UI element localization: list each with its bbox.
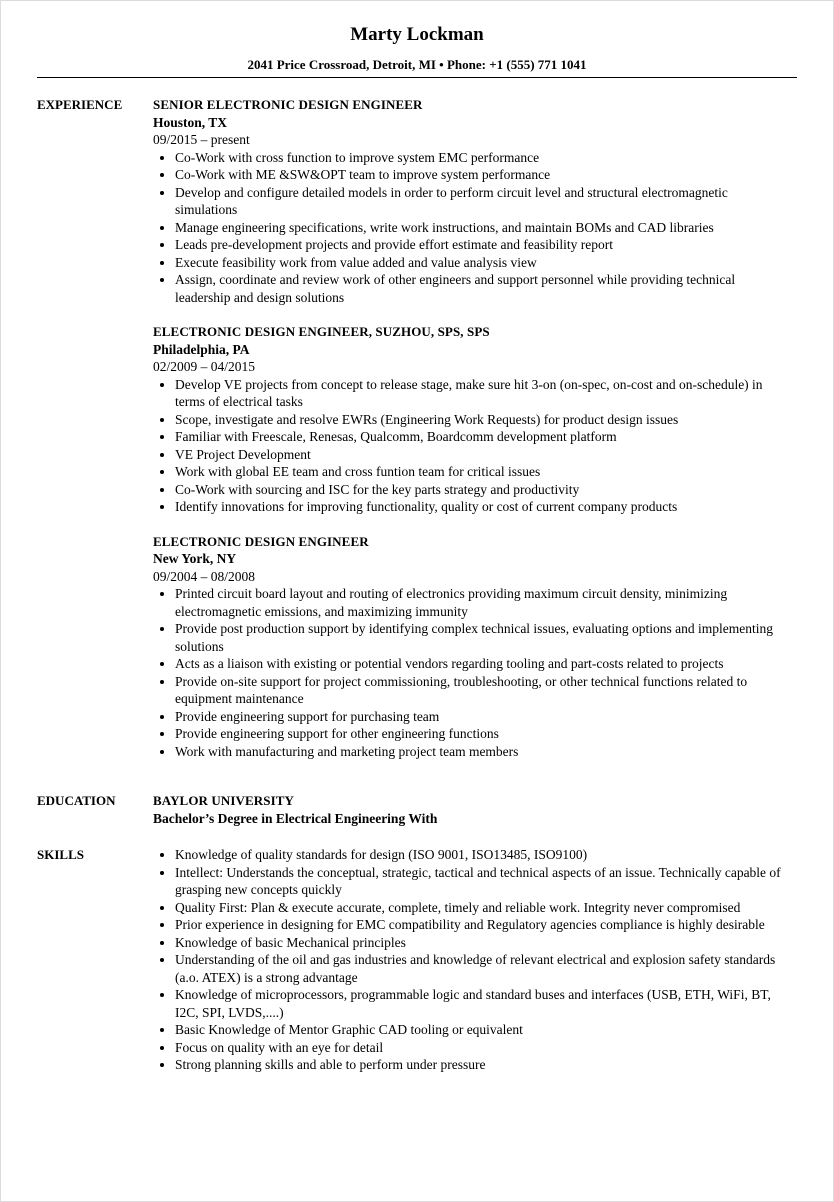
skills-list [153, 846, 793, 1074]
section-label-education: EDUCATION [37, 793, 116, 808]
bullet-item: • Co-Work with ME &SW&OPT team to improve system performance [175, 166, 793, 184]
job-entry [153, 323, 793, 516]
job-bullets [153, 149, 793, 307]
bullet-item: • Provide engineering support for purchasing team [175, 708, 793, 726]
job-dates: 09/2004 – 08/2008 [153, 568, 256, 584]
skill-item: • Quality First: Plan & execute accurate, complete, timely and reliable work. Integrity never compromised [175, 899, 793, 917]
bullet-item: • VE Project Development [175, 446, 793, 464]
experience-content [153, 96, 793, 777]
skill-item: • Focus on quality with an eye for detail [175, 1039, 793, 1057]
bullet-item: • Co-Work with cross function to improve system EMC performance [175, 149, 793, 167]
bullet-item: • Manage engineering specifications, write work instructions, and maintain BOMs and CAD libraries [175, 219, 793, 237]
skill-item: • Intellect: Understands the conceptual, strategic, tactical and technical aspects of an issue. Technically capable of grasping new concepts quickly [175, 864, 793, 899]
header-divider [37, 77, 797, 78]
section-label-experience: EXPERIENCE [37, 97, 123, 112]
job-location: New York, NY [153, 551, 237, 566]
job-dates: 02/2009 – 04/2015 [153, 359, 256, 374]
school-name: BAYLOR UNIVERSITY [153, 793, 295, 808]
candidate-name: Marty Lockman [350, 24, 484, 45]
skill-item: • Understanding of the oil and gas industries and knowledge of relevant electrical and explosion safety standards (a.o. ATEX) is a strong advantage [175, 951, 793, 986]
skill-item: • Knowledge of microprocessors, programmable logic and standard buses and interfaces (USB, ETH, WiFi, BT, I2C, SPI, LVDS,....) [175, 986, 793, 1021]
bullet-item: • Assign, coordinate and review work of other engineers and support personnel while providing technical leadership and design solutions [175, 271, 793, 306]
bullet-item: • Scope, investigate and resolve EWRs (Engineering Work Requests) for product design issues [175, 411, 793, 429]
skill-item: • Knowledge of quality standards for design (ISO 9001, ISO13485, ISO9100) [175, 846, 793, 864]
job-bullets [153, 585, 793, 760]
job-bullets [153, 376, 793, 516]
skills-content [153, 846, 793, 1074]
bullet-item: • Printed circuit board layout and routing of electronics providing maximum circuit density, minimizing electromagnetic emissions, and maximizing immunity [175, 585, 793, 620]
job-title: ELECTRONIC DESIGN ENGINEER, SUZHOU, SPS, SPS [153, 324, 490, 339]
job-location: Philadelphia, PA [153, 341, 250, 357]
bullet-item: • Provide post production support by identifying complex technical issues, evaluating options and implementing solutions [175, 620, 793, 655]
bullet-item: • Work with global EE team and cross funtion team for critical issues [175, 463, 793, 481]
bullet-item: • Provide engineering support for other engineering functions [175, 725, 793, 743]
job-title: SENIOR ELECTRONIC DESIGN ENGINEER [153, 97, 423, 112]
skill-item: • Prior experience in designing for EMC compatibility and Regulatory agencies compliance is highly desirable [175, 916, 793, 934]
job-entry [153, 533, 793, 761]
bullet-item: • Provide on-site support for project commissioning, troubleshooting, or other technical functions related to equipment maintenance [175, 673, 793, 708]
bullet-item: • Develop VE projects from concept to release stage, make sure hit 3-on (on-spec, on-cost and on-schedule) in terms of electrical tasks [175, 376, 793, 411]
job-entry [153, 96, 793, 306]
bullet-item: • Develop and configure detailed models in order to perform circuit level and structural electromagnetic simulations [175, 184, 793, 219]
job-title: ELECTRONIC DESIGN ENGINEER [153, 533, 369, 549]
contact-line: 2041 Price Crossroad, Detroit, MI • Phone: +1 (555) 771 1041 [247, 57, 587, 72]
skill-item: • Strong planning skills and able to perform under pressure [175, 1056, 793, 1074]
bullet-item: • Familiar with Freescale, Renesas, Qualcomm, Boardcomm development platform [175, 428, 793, 446]
job-location: Houston, TX [153, 114, 228, 130]
bullet-item: • Acts as a liaison with existing or potential vendors regarding tooling and part-costs related to projects [175, 655, 793, 673]
section-label-skills: SKILLS [37, 847, 84, 862]
bullet-item: • Execute feasibility work from value added and value analysis view [175, 254, 793, 272]
bullet-item: • Co-Work with sourcing and ISC for the key parts strategy and productivity [175, 481, 793, 499]
bullet-item: • Identify innovations for improving functionality, quality or cost of current company products [175, 498, 793, 516]
job-dates: 09/2015 – present [153, 132, 250, 147]
skill-item: • Knowledge of basic Mechanical principles [175, 934, 793, 952]
degree: Bachelor’s Degree in Electrical Engineering With [153, 810, 438, 826]
bullet-item: • Work with manufacturing and marketing project team members [175, 743, 793, 761]
skill-item: • Basic Knowledge of Mentor Graphic CAD tooling or equivalent [175, 1021, 793, 1039]
bullet-item: • Leads pre-development projects and provide effort estimate and feasibility report [175, 236, 793, 254]
education-content [153, 792, 793, 827]
